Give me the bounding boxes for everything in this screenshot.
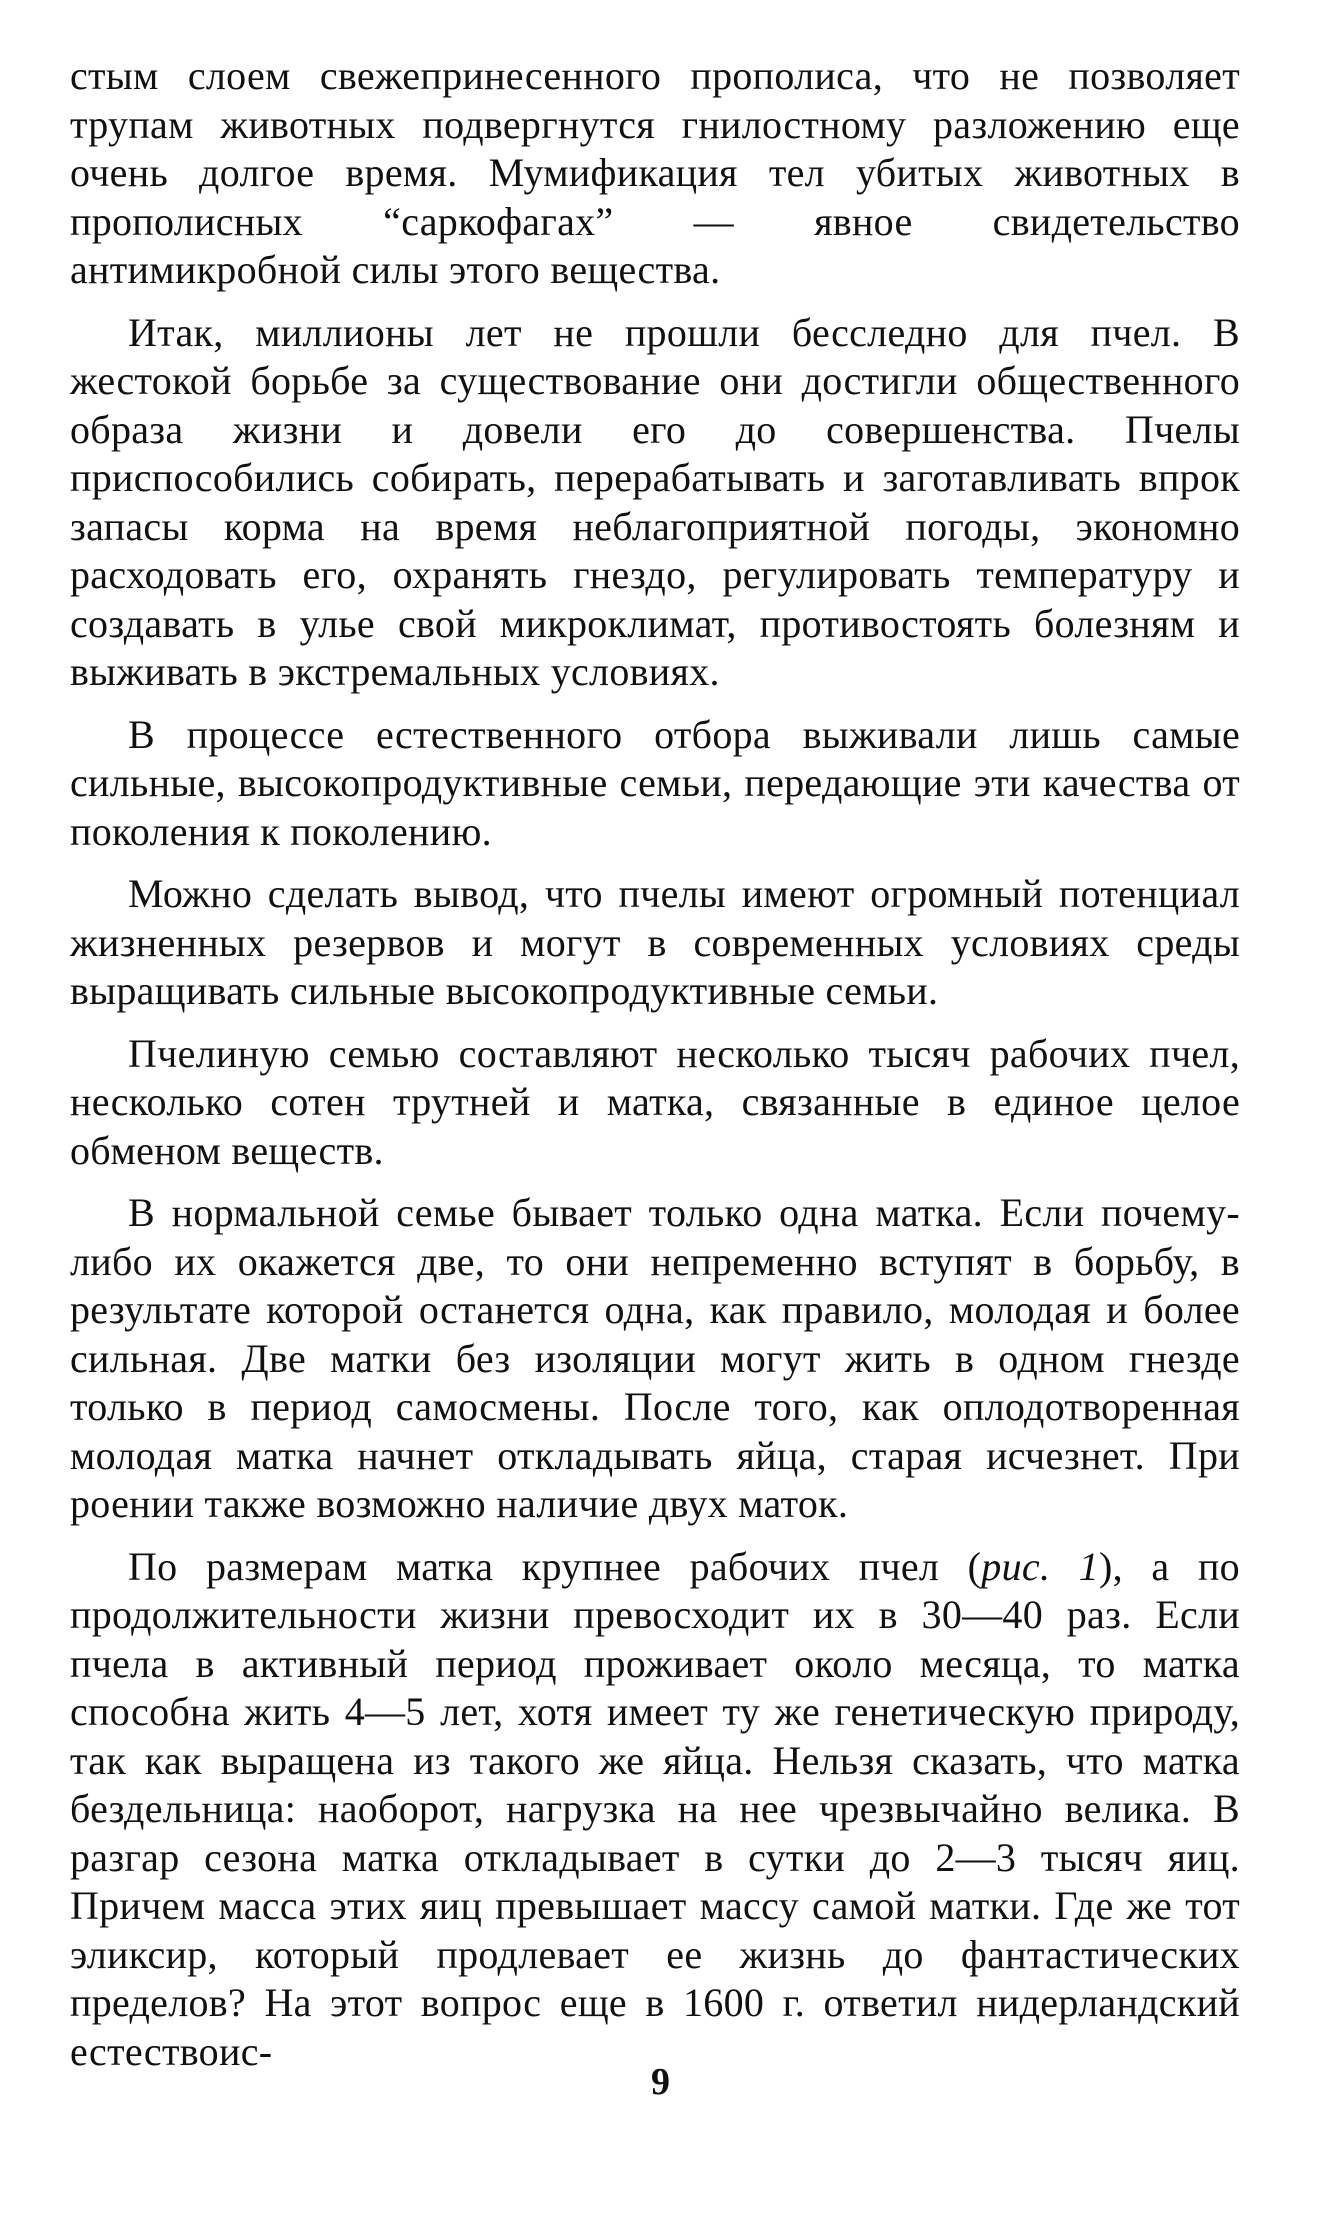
paragraph-3-text: В процессе естественного отбора выживали лишь самые сильные, высокопродуктивные семьи, передающие эти качества от поколения к поколению. <box>70 711 1240 854</box>
paragraph-7-text-a: По размерам матка крупнее рабочих пчел ( <box>128 1543 982 1589</box>
paragraph-3 <box>70 711 1240 857</box>
paragraph-2 <box>70 309 1240 697</box>
paragraph-4-text: Можно сделать вывод, что пчелы имеют огромный потенциал жизненных резервов и могут в современных условиях среды выращивать сильные высокопродуктивные семьи. <box>70 871 1240 1013</box>
paragraph-1 <box>70 52 1240 295</box>
paragraph-1-text: стым слоем свежепринесенного прополиса, что не позволяет трупам животных подвергнутся гнилостному разложению еще очень долгое время. Мумификация тел убитых животных в прополисных “саркофагах” — явное свидетельство антимикробной силы этого вещества. <box>70 53 1240 292</box>
paragraph-7 <box>70 1543 1240 2077</box>
paragraph-4 <box>70 870 1240 1016</box>
paragraph-2-text: Итак, миллионы лет не прошли бесследно для пчел. В жестокой борьбе за существование они достигли общественного образа жизни и довели его до совершенства. Пчелы приспособились собирать, перерабатывать и заготавливать впрок запасы корма на время неблагоприятной погоды, экономно расходовать его, охранять гнездо, регулировать температуру и создавать в улье свой микроклимат, противостоять болезням и выживать в экстремальных условиях. <box>70 309 1240 694</box>
paragraph-6-text: В нормальной семье бывает только одна матка. Если почему-либо их окажется две, то они непременно вступят в борьбу, в результате которой останется одна, как правило, молодая и более сильная. Две матки без изоляции могут жить в одном гнезде только в период самосмены. После того, как оплодотворенная молодая матка начнет откладывать яйца, старая исчезнет. При роении также возможно наличие двух маток. <box>70 1190 1240 1526</box>
paragraph-6 <box>70 1189 1240 1529</box>
paragraph-5-text: Пчелиную семью составляют несколько тысяч рабочих пчел, несколько сотен трутней и матка, связанные в единое целое обменом веществ. <box>70 1030 1240 1173</box>
figure-reference: рис. 1 <box>981 1543 1100 1589</box>
page-body <box>70 52 1240 2090</box>
paragraph-5 <box>70 1030 1240 1176</box>
page-number: 9 <box>651 2061 670 2103</box>
paragraph-7-text-b: ), а по продолжительности жизни превосходит их в 30—40 раз. Если пчела в активный период проживает около месяца, то матка способна жить 4—5 лет, хотя имеет ту же генетическую природу, так как выращена из такого же яйца. Нельзя сказать, что матка бездельница: наоборот, нагрузка на нее чрезвычайно велика. В разгар сезона матка откладывает в сутки до 2—3 тысяч яиц. Причем масса этих яиц превышает массу самой матки. Где же тот эликсир, который продлевает ее жизнь до фантастических пределов? На этот вопрос еще в 1600 г. ответил нидерландский естествоис- <box>70 1543 1240 2074</box>
